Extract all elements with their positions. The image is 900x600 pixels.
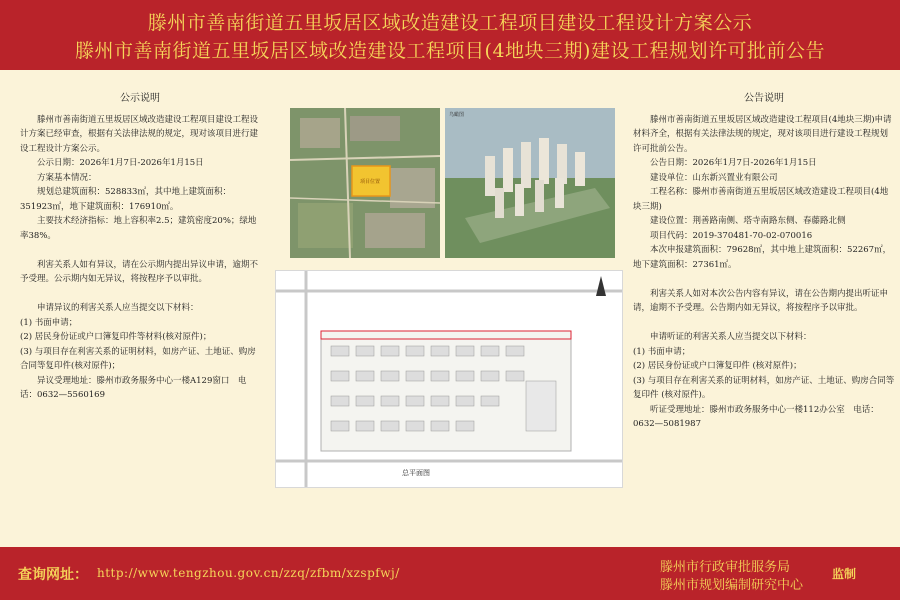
right-column <box>633 92 895 432</box>
location-map-image <box>290 108 440 258</box>
left-column-title: 公示说明 <box>120 93 160 104</box>
right-paragraph: 本次申报建筑面积：79628㎡，其中地上建筑面积：52267㎡，地下建筑面积：27361㎡。 <box>633 245 892 270</box>
right-paragraph: (3) 与项目存在利害关系的证明材料，如房产证、土地证、购房合同等复印件 (核对原件)。 <box>633 375 895 400</box>
render-label: 鸟瞰图 <box>449 112 465 118</box>
right-paragraph: 利害关系人如对本次公告内容有异议，请在公告期内提出听证申请，逾期不予受理。公告期内如无异议，将按程序予以审批。 <box>633 288 889 313</box>
site-plan-drawing <box>275 270 623 488</box>
notice-body <box>0 70 900 547</box>
left-paragraph: 公示日期：2026年1月7日-2026年1月15日 <box>37 158 204 168</box>
right-paragraph: 听证受理地址：滕州市政务服务中心一楼112办公室 电话：0632—5081987 <box>633 404 879 429</box>
right-paragraph: 建设位置：荆善路南侧、塔寺南路东侧、春藤路北侧 <box>650 216 846 226</box>
left-paragraph: 申请异议的利害关系人应当提交以下材料： <box>37 303 199 313</box>
aerial-render-image <box>445 108 615 258</box>
right-paragraph: (2) 居民身份证或户口簿复印件 (核对原件)； <box>633 361 802 371</box>
left-paragraph: 异议受理地址：滕州市政务服务中心一楼A129窗口 电话：0632—5560169 <box>20 375 247 400</box>
title-line-2: 滕州市善南街道五里坂居区域改造建设工程项目(4地块三期)建设工程规划许可批前公告 <box>75 40 825 62</box>
footer-banner <box>0 547 900 600</box>
left-paragraph: 滕州市善南街道五里坂居区域改造建设工程项目建设工程设计方案已经审查，根据有关法律法规的规定，现对该项目进行建设工程设计方案公示。 <box>20 114 259 154</box>
left-paragraph: 规划总建筑面积：528833㎡，其中地上建筑面积：351923㎡，地下建筑面积：176910㎡。 <box>20 187 231 212</box>
right-paragraph: (1) 书面申请； <box>633 346 691 357</box>
right-column-title: 公告说明 <box>744 93 784 104</box>
right-paragraph: 工程名称：滕州市善南街道五里坂居区域改造建设工程项目(4地块三期) <box>633 187 889 212</box>
organization-planning-center: 滕州市规划编制研究中心 <box>660 578 804 593</box>
left-paragraph: (1) 书面申请； <box>20 317 78 328</box>
organization-approval-bureau: 滕州市行政审批服务局 <box>660 560 791 575</box>
project-location-label: 项目位置 <box>360 179 381 185</box>
left-column <box>20 92 260 403</box>
right-paragraph: 项目代码：2019-370481-70-02-070016 <box>650 230 813 241</box>
supervise-label: 监制 <box>832 567 857 581</box>
query-url-link[interactable]: http://www.tengzhou.gov.cn/zzq/zfbm/xzspfwj/ <box>97 566 400 580</box>
right-paragraph: 建设单位：山东新兴置业有限公司 <box>650 172 778 183</box>
right-paragraph: 申请听证的利害关系人应当提交以下材料： <box>650 332 812 342</box>
right-paragraph: 滕州市善南街道五里坂居区域改造建设工程项目(4地块三期)申请材料齐全，根据有关法律法规的规定，现对该项目进行建设工程规划许可批前公告。 <box>633 114 892 154</box>
right-paragraph: 公告日期：2026年1月7日-2026年1月15日 <box>650 158 817 168</box>
left-paragraph: 方案基本情况： <box>37 172 97 183</box>
query-label: 查询网址： <box>18 567 88 583</box>
site-plan-caption: 总平面图 <box>402 469 430 477</box>
project-images <box>290 108 620 258</box>
left-paragraph: 利害关系人如有异议，请在公示期内提出异议申请，逾期不予受理。公示期内如无异议，将按程序予以审批。 <box>20 259 259 284</box>
header-banner <box>0 0 900 70</box>
left-paragraph: 主要技术经济指标：地上容积率2.5；建筑密度20%；绿地率38%。 <box>20 216 257 241</box>
left-paragraph: (3) 与项目存在利害关系的证明材料，如房产证、土地证、购房合同等复印件(核对原件)； <box>20 346 256 371</box>
title-line-1: 滕州市善南街道五里坂居区域改造建设工程项目建设工程设计方案公示 <box>147 12 753 34</box>
left-paragraph: (2) 居民身份证或户口簿复印件等材料(核对原件)； <box>20 332 212 342</box>
